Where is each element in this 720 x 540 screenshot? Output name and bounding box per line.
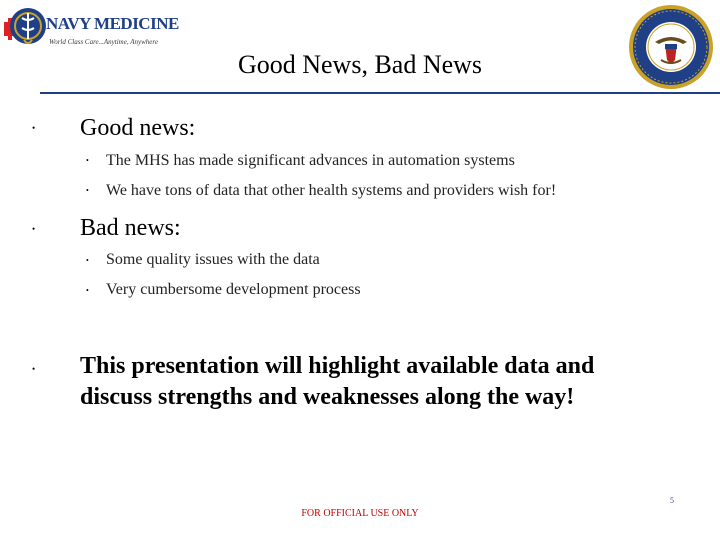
bullet-icon: • <box>86 286 89 295</box>
bullet-icon: • <box>32 224 36 234</box>
sub-bullet-good-2: We have tons of data that other health systems and providers wish for! <box>106 182 557 199</box>
bullet-icon: • <box>86 256 89 265</box>
logo-name: NAVY MEDICINE <box>46 14 179 33</box>
bullet-icon: • <box>86 156 89 165</box>
bullet-icon: • <box>32 364 36 374</box>
bullet-icon: • <box>32 123 36 133</box>
bullet-presentation-line-2: discuss strengths and weaknesses along the way! <box>80 384 575 410</box>
logo-tagline: World Class Care...Anytime, Anywhere <box>49 38 158 46</box>
bullet-presentation-line-1: This presentation will highlight available data and <box>80 353 595 379</box>
sub-bullet-bad-1: Some quality issues with the data <box>106 251 320 268</box>
navy-medicine-logo <box>2 4 179 54</box>
bullet-icon: • <box>86 186 89 195</box>
bullet-bad-news: Bad news: <box>80 215 181 241</box>
page-number: 5 <box>670 496 674 505</box>
navy-medicine-logo-icon <box>2 4 48 52</box>
slide-title: Good News, Bad News <box>237 50 483 79</box>
sub-bullet-bad-2: Very cumbersome development process <box>106 281 361 298</box>
title-divider <box>40 92 720 94</box>
classification-footer: FOR OFFICIAL USE ONLY <box>301 508 419 519</box>
bullet-good-news: Good news: <box>80 115 196 141</box>
sub-bullet-good-1: The MHS has made significant advances in automation systems <box>106 152 515 169</box>
